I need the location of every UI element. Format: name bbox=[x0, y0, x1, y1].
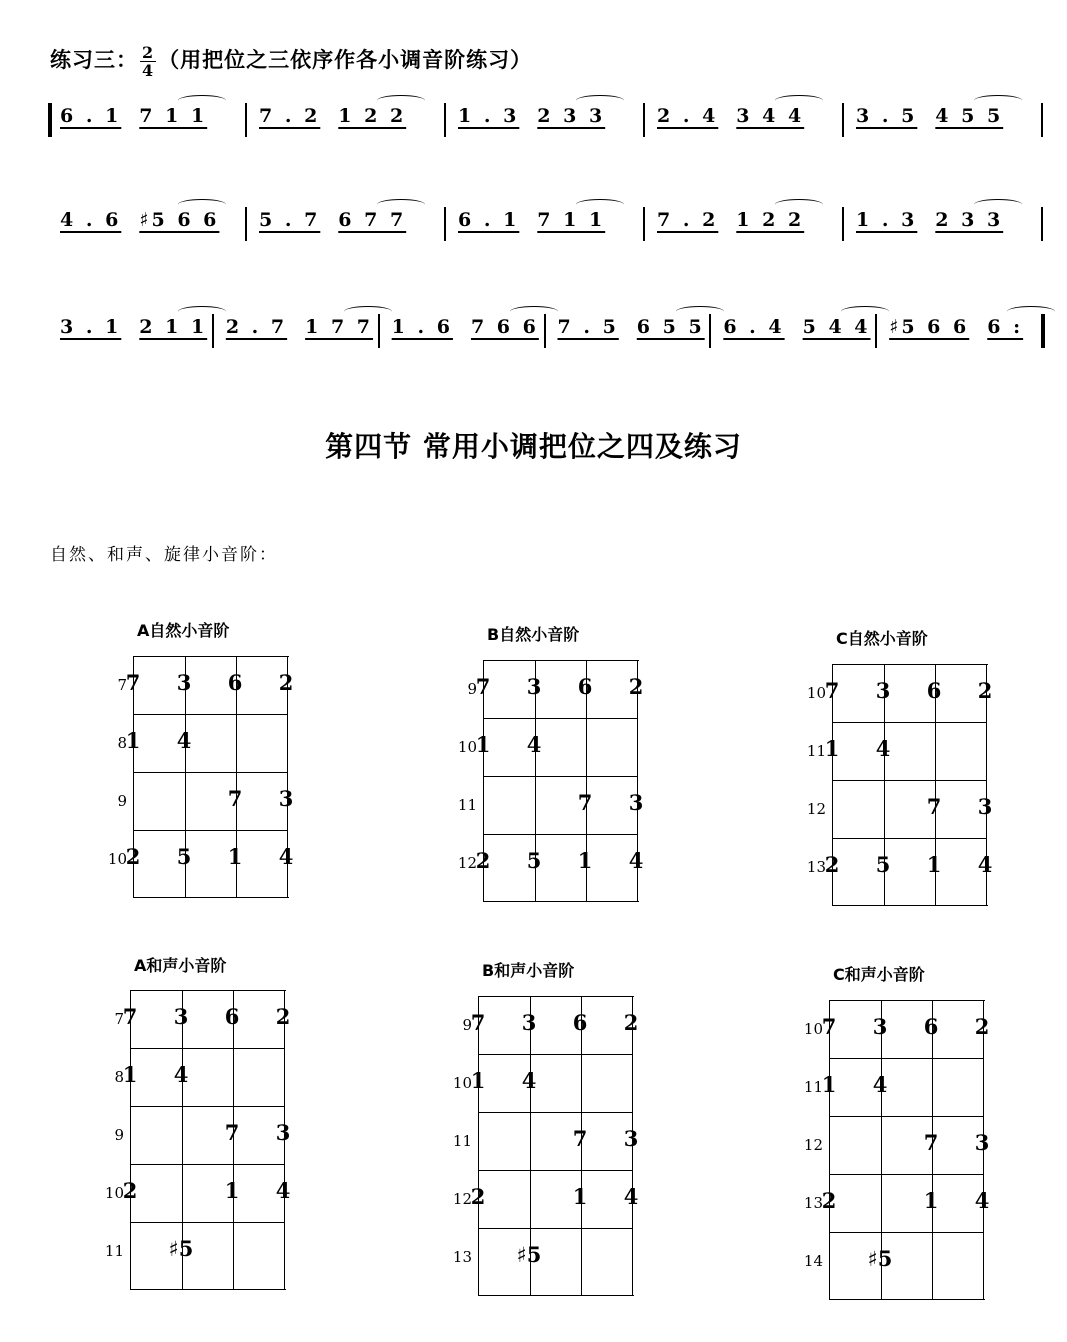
fret-number: 9 bbox=[114, 1126, 124, 1144]
final-barline bbox=[1041, 314, 1045, 348]
measure bbox=[458, 105, 605, 127]
barline bbox=[1041, 207, 1043, 241]
beat: 6 . 1 bbox=[60, 105, 122, 127]
fret-line bbox=[131, 1106, 284, 1107]
note-label: 3 bbox=[875, 678, 891, 703]
fret-line bbox=[833, 780, 986, 781]
string-line bbox=[935, 664, 936, 906]
note-label: 4 bbox=[173, 1062, 189, 1087]
beat: 5 4 4 bbox=[802, 316, 871, 338]
note-label: 1 bbox=[577, 848, 593, 873]
note-label: 3 bbox=[521, 1010, 537, 1035]
fret-number: 13 bbox=[806, 858, 826, 876]
note-label: 6 bbox=[926, 678, 942, 703]
beat: 1 2 2 bbox=[736, 209, 805, 231]
fret-line bbox=[131, 1048, 284, 1049]
fret-number: 12 bbox=[452, 1190, 472, 1208]
beat: ♯5 6 6 bbox=[139, 209, 220, 231]
barline bbox=[245, 103, 247, 137]
beat: 6 . 1 bbox=[458, 209, 520, 231]
string-line bbox=[182, 990, 183, 1290]
note-label: 3 bbox=[275, 1120, 291, 1145]
fret-line bbox=[479, 1112, 632, 1113]
beat: 1 7 7 bbox=[305, 316, 374, 338]
note-label: 3 bbox=[872, 1014, 888, 1039]
barline bbox=[643, 103, 645, 137]
measure bbox=[259, 105, 406, 127]
diagram-title: C自然小音阶 bbox=[836, 629, 928, 648]
note-label: 4 bbox=[623, 1184, 639, 1209]
note-label: 3 bbox=[278, 786, 294, 811]
barline bbox=[378, 314, 380, 348]
note-label: 7 bbox=[824, 678, 840, 703]
fret-line bbox=[833, 838, 986, 839]
beat: 7 . 2 bbox=[259, 105, 321, 127]
note-label: 1 bbox=[923, 1188, 939, 1213]
bottom-line bbox=[483, 893, 639, 902]
diagram-title: A和声小音阶 bbox=[134, 956, 227, 975]
fret-number: 10 bbox=[457, 738, 477, 756]
fret-line bbox=[479, 1228, 632, 1229]
note-label: 6 bbox=[224, 1004, 240, 1029]
slur bbox=[344, 306, 392, 317]
note-label: 4 bbox=[875, 736, 891, 761]
fret-line bbox=[134, 714, 287, 715]
note-label: 4 bbox=[974, 1188, 990, 1213]
note-label: 4 bbox=[521, 1068, 537, 1093]
note-label: 1 bbox=[572, 1184, 588, 1209]
note-label: 5 bbox=[875, 852, 891, 877]
beat: 4 5 5 bbox=[935, 105, 1004, 127]
beat: 7 . 5 bbox=[557, 316, 619, 338]
note-label: 4 bbox=[628, 848, 644, 873]
score-row bbox=[48, 314, 1048, 354]
measure bbox=[60, 105, 207, 127]
note-label: 3 bbox=[526, 674, 542, 699]
beat: 7 . 2 bbox=[657, 209, 719, 231]
fret-number: 12 bbox=[803, 1136, 823, 1154]
fret-number: 12 bbox=[457, 854, 477, 872]
fret-number: 11 bbox=[452, 1132, 472, 1150]
note-label: 3 bbox=[623, 1126, 639, 1151]
exercise-title bbox=[50, 44, 532, 79]
repeat-start-barline bbox=[48, 103, 52, 137]
fret-line bbox=[134, 830, 287, 831]
fret-grid bbox=[133, 656, 288, 898]
bottom-line bbox=[829, 1291, 985, 1300]
fret-grid bbox=[478, 996, 633, 1296]
note-label: 2 bbox=[470, 1184, 486, 1209]
time-signature bbox=[140, 44, 156, 79]
fret-number: 11 bbox=[806, 742, 826, 760]
string-line bbox=[581, 996, 582, 1296]
note-label: ♯5 bbox=[168, 1236, 194, 1261]
note-label: 7 bbox=[470, 1010, 486, 1035]
fret-number: 8 bbox=[114, 1068, 124, 1086]
slur bbox=[377, 199, 425, 210]
fret-number: 9 bbox=[462, 1016, 472, 1034]
bottom-line bbox=[130, 1281, 286, 1290]
note-label: 7 bbox=[923, 1130, 939, 1155]
beat: 6 5 5 bbox=[636, 316, 705, 338]
slur bbox=[178, 95, 226, 106]
fret-number: 11 bbox=[457, 796, 477, 814]
note-label: 1 bbox=[821, 1072, 837, 1097]
slur bbox=[974, 199, 1022, 210]
beat: 7 1 1 bbox=[537, 209, 606, 231]
beat: 5 . 7 bbox=[259, 209, 321, 231]
note-label: 7 bbox=[125, 670, 141, 695]
barline bbox=[1041, 103, 1043, 137]
note-label: 7 bbox=[224, 1120, 240, 1145]
fret-number: 11 bbox=[803, 1078, 823, 1096]
beat: 6 : bbox=[987, 316, 1024, 338]
fret-number: 8 bbox=[117, 734, 127, 752]
fret-number: 14 bbox=[803, 1252, 823, 1270]
slur bbox=[576, 199, 624, 210]
fret-number: 9 bbox=[467, 680, 477, 698]
fret-line bbox=[484, 776, 637, 777]
note-label: 2 bbox=[278, 670, 294, 695]
note-label: 6 bbox=[577, 674, 593, 699]
note-label: 6 bbox=[923, 1014, 939, 1039]
nut-line bbox=[130, 990, 286, 1003]
note-label: 2 bbox=[275, 1004, 291, 1029]
beat: 3 . 5 bbox=[856, 105, 918, 127]
barline bbox=[643, 207, 645, 241]
diagram-title: B和声小音阶 bbox=[482, 961, 575, 980]
fret-line bbox=[131, 1222, 284, 1223]
measure bbox=[723, 316, 870, 338]
measure bbox=[558, 316, 705, 338]
measure bbox=[889, 316, 1023, 338]
slur bbox=[510, 306, 558, 317]
beat: 1 . 3 bbox=[458, 105, 520, 127]
string-line bbox=[932, 1000, 933, 1300]
measure bbox=[657, 209, 804, 231]
string-line bbox=[233, 990, 234, 1290]
fret-number: 10 bbox=[803, 1020, 823, 1038]
note-label: 3 bbox=[176, 670, 192, 695]
slur bbox=[974, 95, 1022, 106]
note-label: 4 bbox=[977, 852, 993, 877]
scales-label: 自然、和声、旋律小音阶： bbox=[50, 545, 278, 565]
string-line bbox=[185, 656, 186, 898]
note-label: 7 bbox=[122, 1004, 138, 1029]
slur bbox=[178, 199, 226, 210]
slur bbox=[178, 306, 226, 317]
note-label: 2 bbox=[125, 844, 141, 869]
slur bbox=[841, 306, 889, 317]
score-row bbox=[48, 207, 1048, 247]
nut-line bbox=[133, 656, 289, 669]
note-label: 1 bbox=[125, 728, 141, 753]
diagram-title: C和声小音阶 bbox=[833, 965, 925, 984]
note-label: 2 bbox=[974, 1014, 990, 1039]
measure bbox=[856, 105, 1003, 127]
note-label: 7 bbox=[926, 794, 942, 819]
bottom-line bbox=[478, 1287, 634, 1296]
beat: 6 . 4 bbox=[723, 316, 785, 338]
note-label: 3 bbox=[974, 1130, 990, 1155]
note-label: 4 bbox=[176, 728, 192, 753]
barline bbox=[842, 103, 844, 137]
note-label: 7 bbox=[572, 1126, 588, 1151]
note-label: 1 bbox=[470, 1068, 486, 1093]
fret-line bbox=[484, 834, 637, 835]
barline bbox=[444, 103, 446, 137]
fret-grid bbox=[483, 660, 638, 902]
measure bbox=[392, 316, 539, 338]
fret-number: 13 bbox=[452, 1248, 472, 1266]
measure bbox=[856, 209, 1003, 231]
string-line bbox=[530, 996, 531, 1296]
slur bbox=[775, 95, 823, 106]
nut-line bbox=[478, 996, 634, 1009]
fret-number: 9 bbox=[117, 792, 127, 810]
note-label: ♯5 bbox=[867, 1246, 893, 1271]
beat: 3 4 4 bbox=[736, 105, 805, 127]
note-label: 1 bbox=[824, 736, 840, 761]
fret-line bbox=[479, 1054, 632, 1055]
beat: 7 1 1 bbox=[139, 105, 208, 127]
fret-grid bbox=[832, 664, 987, 906]
nut-line bbox=[483, 660, 639, 673]
fret-number: 13 bbox=[803, 1194, 823, 1212]
nut-line bbox=[829, 1000, 985, 1013]
diagram-title: B自然小音阶 bbox=[487, 625, 580, 644]
note-label: 7 bbox=[821, 1014, 837, 1039]
diagram-title: A自然小音阶 bbox=[137, 621, 230, 640]
fret-number: 10 bbox=[452, 1074, 472, 1092]
note-label: 6 bbox=[227, 670, 243, 695]
note-label: 3 bbox=[173, 1004, 189, 1029]
measure bbox=[458, 209, 605, 231]
fret-line bbox=[830, 1116, 983, 1117]
note-label: 2 bbox=[623, 1010, 639, 1035]
fret-grid bbox=[130, 990, 285, 1290]
time-denominator: 4 bbox=[142, 61, 155, 80]
fret-line bbox=[131, 1164, 284, 1165]
note-label: 2 bbox=[475, 848, 491, 873]
note-label: 1 bbox=[475, 732, 491, 757]
note-label: 4 bbox=[275, 1178, 291, 1203]
beat: 1 . 6 bbox=[391, 316, 453, 338]
beat: 2 3 3 bbox=[935, 209, 1004, 231]
beat: 2 . 4 bbox=[657, 105, 719, 127]
fret-number: 7 bbox=[117, 676, 127, 694]
fret-number: 12 bbox=[806, 800, 826, 818]
barline bbox=[245, 207, 247, 241]
fret-line bbox=[833, 722, 986, 723]
measure bbox=[60, 209, 219, 231]
slur bbox=[377, 95, 425, 106]
note-label: 4 bbox=[526, 732, 542, 757]
note-label: 5 bbox=[176, 844, 192, 869]
measure bbox=[259, 209, 406, 231]
fret-line bbox=[484, 718, 637, 719]
measure bbox=[60, 316, 207, 338]
fret-grid bbox=[829, 1000, 984, 1300]
barline bbox=[875, 314, 877, 348]
measure bbox=[657, 105, 804, 127]
fret-number: 10 bbox=[104, 1184, 124, 1202]
beat: 2 . 7 bbox=[225, 316, 288, 338]
fret-line bbox=[830, 1174, 983, 1175]
note-label: 1 bbox=[926, 852, 942, 877]
bottom-line bbox=[832, 897, 988, 906]
note-label: 2 bbox=[977, 678, 993, 703]
barline bbox=[709, 314, 711, 348]
note-label: 2 bbox=[628, 674, 644, 699]
fret-line bbox=[830, 1058, 983, 1059]
section-title: 第四节 常用小调把位之四及练习 bbox=[325, 430, 742, 463]
slur bbox=[676, 306, 724, 317]
beat: 4 . 6 bbox=[60, 209, 122, 231]
note-label: 4 bbox=[872, 1072, 888, 1097]
note-label: 3 bbox=[628, 790, 644, 815]
measure bbox=[226, 316, 373, 338]
barline bbox=[544, 314, 546, 348]
string-line bbox=[586, 660, 587, 902]
score-row bbox=[48, 103, 1048, 143]
beat: 1 . 3 bbox=[856, 209, 918, 231]
barline bbox=[842, 207, 844, 241]
note-label: 1 bbox=[122, 1062, 138, 1087]
bottom-line bbox=[133, 889, 289, 898]
fret-number: 11 bbox=[104, 1242, 124, 1260]
fret-number: 7 bbox=[114, 1010, 124, 1028]
beat: ♯5 6 6 bbox=[889, 316, 970, 338]
beat: 1 2 2 bbox=[338, 105, 407, 127]
string-line bbox=[236, 656, 237, 898]
string-line bbox=[535, 660, 536, 902]
note-label: 4 bbox=[278, 844, 294, 869]
note-label: 7 bbox=[475, 674, 491, 699]
fret-line bbox=[479, 1170, 632, 1171]
note-label: ♯5 bbox=[516, 1242, 542, 1267]
beat: 2 1 1 bbox=[139, 316, 208, 338]
slur bbox=[775, 199, 823, 210]
note-label: 2 bbox=[122, 1178, 138, 1203]
note-label: 2 bbox=[824, 852, 840, 877]
note-label: 1 bbox=[224, 1178, 240, 1203]
fret-line bbox=[830, 1232, 983, 1233]
beat: 2 3 3 bbox=[537, 105, 606, 127]
barline bbox=[444, 207, 446, 241]
beat: 3 . 1 bbox=[60, 316, 122, 338]
slur bbox=[1007, 306, 1055, 317]
fret-number: 10 bbox=[806, 684, 826, 702]
beat: 7 6 6 bbox=[470, 316, 539, 338]
note-label: 6 bbox=[572, 1010, 588, 1035]
barline bbox=[212, 314, 214, 348]
note-label: 7 bbox=[227, 786, 243, 811]
fret-number: 10 bbox=[107, 850, 127, 868]
note-label: 2 bbox=[821, 1188, 837, 1213]
note-label: 5 bbox=[526, 848, 542, 873]
exercise-title-prefix: 练习三： bbox=[50, 47, 138, 72]
time-numerator: 2 bbox=[142, 43, 155, 62]
note-label: 7 bbox=[577, 790, 593, 815]
nut-line bbox=[832, 664, 988, 677]
beat: 6 7 7 bbox=[338, 209, 407, 231]
string-line bbox=[881, 1000, 882, 1300]
fret-line bbox=[134, 772, 287, 773]
string-line bbox=[884, 664, 885, 906]
slur bbox=[576, 95, 624, 106]
note-label: 3 bbox=[977, 794, 993, 819]
note-label: 1 bbox=[227, 844, 243, 869]
exercise-title-suffix: （用把位之三依序作各小调音阶练习） bbox=[158, 47, 533, 72]
